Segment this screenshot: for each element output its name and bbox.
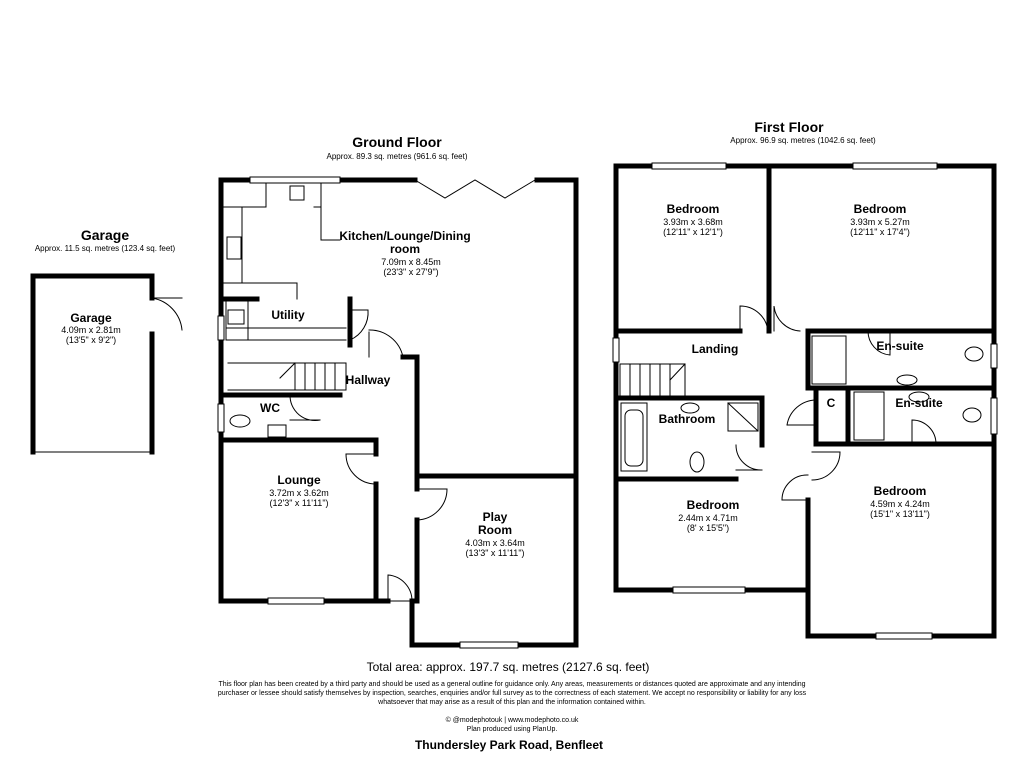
total-area: Total area: approx. 197.7 sq. metres (2127.6 sq. feet) <box>366 660 650 674</box>
bed1-metric: 3.93m x 3.68m <box>663 217 723 227</box>
playroom-imperial: (13'3" x 11'11") <box>465 548 525 558</box>
lounge-name: Lounge <box>277 473 321 487</box>
bed2-door <box>774 306 800 331</box>
bathroom-door <box>736 445 762 470</box>
bed4-imperial: (15'1" x 13'11") <box>870 509 930 519</box>
garage-room-imperial: (13'5" x 9'2") <box>65 335 117 345</box>
garage-title: Garage <box>80 227 130 243</box>
hall-door-kitchen <box>369 330 403 357</box>
garage-side-door <box>152 298 182 330</box>
playroom-name-2: Room <box>478 523 512 537</box>
first-stairs <box>620 364 685 396</box>
bed1-name: Bedroom <box>666 202 720 216</box>
disclaimer-line-2: purchaser or lessee should satisfy themselves by inspection, searches, enquiries and/or full survey as to the correctness of each statement. We accept no responsibility or liability for any loss <box>217 690 807 697</box>
playroom-metric: 4.03m x 3.64m <box>465 538 525 548</box>
disclaimer-line-1: This floor plan has been created by a third party and should be used as a general outline for guidance only. Any areas, measurements or distances quoted are approximate and any intending <box>218 681 806 688</box>
ensuite1-basin <box>897 375 917 385</box>
bathroom-name: Bathroom <box>658 412 716 426</box>
cupboard-door <box>787 400 816 425</box>
bathroom-toilet <box>690 452 704 472</box>
credit-line-1: © @modephotouk | www.modephoto.co.uk <box>445 717 579 724</box>
playroom-door <box>417 489 447 520</box>
bed2-metric: 3.93m x 5.27m <box>850 217 910 227</box>
playroom-name-1: Play <box>482 510 508 524</box>
kitchen-metric: 7.09m x 8.45m <box>381 257 441 267</box>
utility-name: Utility <box>271 308 305 322</box>
landing-name: Landing <box>691 342 739 356</box>
bifold-doors <box>415 180 535 198</box>
kitchen-counter <box>221 183 321 299</box>
lounge-door <box>346 454 376 484</box>
first-floor-title: First Floor <box>754 119 824 135</box>
kitchen-imperial: (23'3" x 27'9") <box>383 267 439 277</box>
wc-door <box>290 395 320 421</box>
bed4-metric: 4.59m x 4.24m <box>870 499 930 509</box>
ensuite1-shower <box>812 336 846 384</box>
cupboard-name: C <box>826 396 836 410</box>
kitchen-sink <box>290 186 304 200</box>
wc-toilet <box>230 415 250 427</box>
wc-name: WC <box>260 401 280 415</box>
front-door <box>388 575 412 601</box>
bed1-door <box>740 306 768 331</box>
ensuite2-toilet <box>963 408 981 422</box>
ground-floor-title: Ground Floor <box>352 134 442 150</box>
bed3-door <box>782 475 808 500</box>
garage-area: Approx. 11.5 sq. metres (123.4 sq. feet) <box>34 244 176 253</box>
credit-line-2: Plan produced using PlanUp. <box>466 726 558 733</box>
garage-room-name: Garage <box>70 311 112 325</box>
wc-basin <box>268 425 286 437</box>
ensuite2-name: En-suite <box>895 396 943 410</box>
ground-stairs <box>228 363 346 390</box>
ensuite1-toilet <box>965 347 983 361</box>
lounge-imperial: (12'3" x 11'11") <box>269 498 329 508</box>
kitchen-name-2: room <box>390 242 420 256</box>
bath-inner <box>625 410 643 466</box>
ensuite1-name: En-suite <box>876 339 924 353</box>
bed2-name: Bedroom <box>853 202 907 216</box>
garage-walls <box>33 276 152 452</box>
kitchen-name-1: Kitchen/Lounge/Dining <box>339 229 471 243</box>
bed4-door <box>812 452 840 480</box>
kitchen-hob <box>227 237 241 259</box>
bed3-metric: 2.44m x 4.71m <box>678 513 738 523</box>
utility-sink <box>228 310 244 324</box>
ensuite2-shower <box>854 392 884 440</box>
ground-floor-area: Approx. 89.3 sq. metres (961.6 sq. feet) <box>326 152 468 161</box>
property-address: Thundersley Park Road, Benfleet <box>414 738 604 752</box>
bed3-imperial: (8' x 15'5") <box>686 523 730 533</box>
disclaimer-line-3: whatsoever that may arise as a result of this plan and the information contained within. <box>378 699 646 706</box>
bed3-name: Bedroom <box>686 498 740 512</box>
utility-door <box>350 310 368 340</box>
bed4-name: Bedroom <box>873 484 927 498</box>
hallway-name: Hallway <box>345 373 391 387</box>
lounge-metric: 3.72m x 3.62m <box>269 488 329 498</box>
bed1-imperial: (12'11" x 12'1") <box>663 227 723 237</box>
ensuite2-door <box>912 420 936 444</box>
bed2-imperial: (12'11" x 17'4") <box>850 227 910 237</box>
first-floor-area: Approx. 96.9 sq. metres (1042.6 sq. feet) <box>730 136 876 145</box>
kitchen-island-edge <box>321 207 340 240</box>
bathroom-shower-diag <box>728 403 758 431</box>
garage-room-metric: 4.09m x 2.81m <box>61 325 121 335</box>
